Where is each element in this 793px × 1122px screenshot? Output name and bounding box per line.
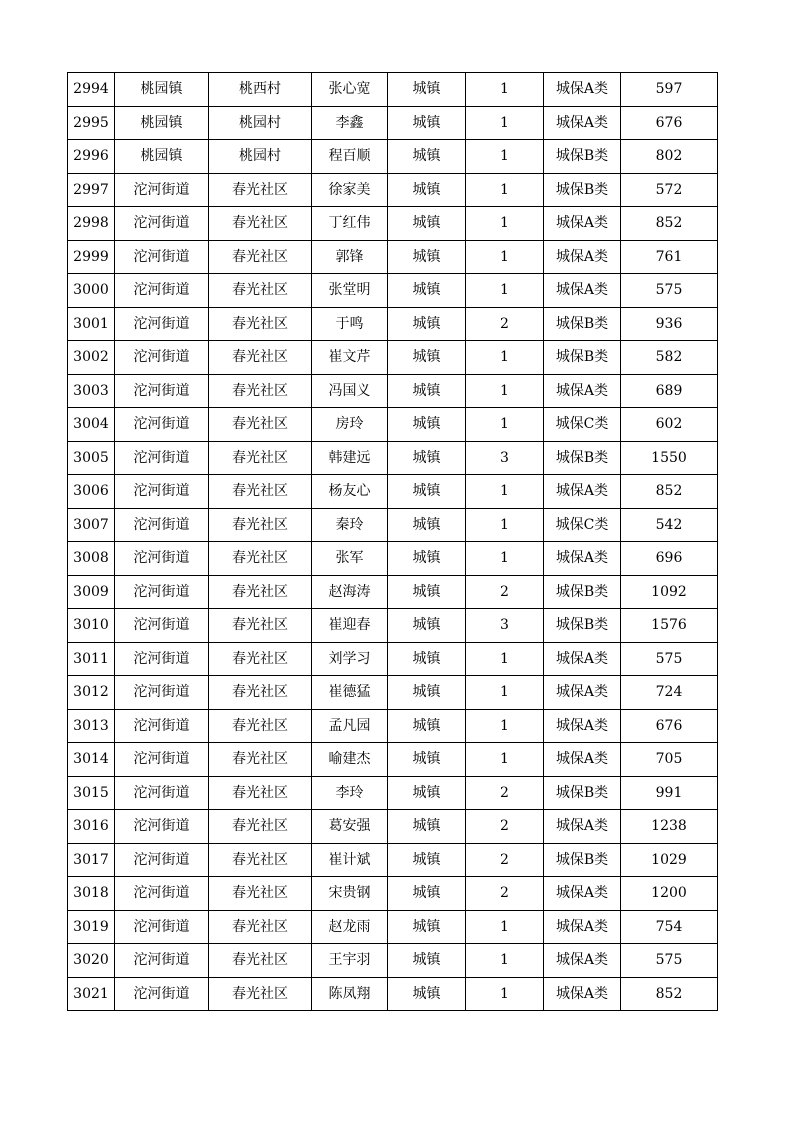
name-cell: 崔计斌 [312, 843, 388, 877]
village-cell: 春光社区 [209, 676, 312, 710]
town-cell: 沱河街道 [115, 341, 209, 375]
category-cell: 城镇 [388, 977, 466, 1011]
village-cell: 春光社区 [209, 274, 312, 308]
insurance-type-cell: 城保A类 [544, 274, 621, 308]
category-cell: 城镇 [388, 944, 466, 978]
household-count-cell: 2 [466, 877, 544, 911]
insurance-type-cell: 城保A类 [544, 542, 621, 576]
town-cell: 沱河街道 [115, 843, 209, 877]
name-cell: 张军 [312, 542, 388, 576]
household-count-cell: 1 [466, 207, 544, 241]
name-cell: 于鸣 [312, 307, 388, 341]
serial-cell: 2997 [68, 173, 115, 207]
serial-cell: 3018 [68, 877, 115, 911]
serial-cell: 3010 [68, 609, 115, 643]
amount-cell: 676 [621, 709, 718, 743]
name-cell: 刘学习 [312, 642, 388, 676]
category-cell: 城镇 [388, 910, 466, 944]
serial-cell: 2995 [68, 106, 115, 140]
insurance-type-cell: 城保B类 [544, 173, 621, 207]
village-cell: 春光社区 [209, 207, 312, 241]
town-cell: 沱河街道 [115, 776, 209, 810]
amount-cell: 852 [621, 977, 718, 1011]
amount-cell: 802 [621, 140, 718, 174]
table-row [68, 73, 718, 107]
insurance-type-cell: 城保B类 [544, 609, 621, 643]
insurance-type-cell: 城保A类 [544, 709, 621, 743]
insurance-type-cell: 城保B类 [544, 307, 621, 341]
amount-cell: 1200 [621, 877, 718, 911]
serial-cell: 2994 [68, 73, 115, 107]
amount-cell: 936 [621, 307, 718, 341]
name-cell: 赵龙雨 [312, 910, 388, 944]
table-row [68, 475, 718, 509]
insurance-type-cell: 城保A类 [544, 642, 621, 676]
amount-cell: 1238 [621, 810, 718, 844]
serial-cell: 3002 [68, 341, 115, 375]
village-cell: 春光社区 [209, 810, 312, 844]
serial-cell: 2996 [68, 140, 115, 174]
village-cell: 春光社区 [209, 642, 312, 676]
insurance-type-cell: 城保A类 [544, 743, 621, 777]
serial-cell: 3021 [68, 977, 115, 1011]
serial-cell: 2999 [68, 240, 115, 274]
category-cell: 城镇 [388, 374, 466, 408]
town-cell: 沱河街道 [115, 877, 209, 911]
amount-cell: 1029 [621, 843, 718, 877]
table-row [68, 575, 718, 609]
household-count-cell: 1 [466, 542, 544, 576]
category-cell: 城镇 [388, 408, 466, 442]
insurance-type-cell: 城保B类 [544, 140, 621, 174]
village-cell: 春光社区 [209, 475, 312, 509]
village-cell: 春光社区 [209, 173, 312, 207]
village-cell: 春光社区 [209, 307, 312, 341]
serial-cell: 3000 [68, 274, 115, 308]
name-cell: 陈凤翔 [312, 977, 388, 1011]
town-cell: 沱河街道 [115, 508, 209, 542]
category-cell: 城镇 [388, 575, 466, 609]
name-cell: 王宇羽 [312, 944, 388, 978]
category-cell: 城镇 [388, 642, 466, 676]
amount-cell: 602 [621, 408, 718, 442]
household-count-cell: 2 [466, 776, 544, 810]
name-cell: 李玲 [312, 776, 388, 810]
household-count-cell: 3 [466, 441, 544, 475]
insurance-type-cell: 城保A类 [544, 374, 621, 408]
amount-cell: 754 [621, 910, 718, 944]
insurance-type-cell: 城保B类 [544, 575, 621, 609]
record-table [67, 72, 718, 1011]
category-cell: 城镇 [388, 207, 466, 241]
household-count-cell: 1 [466, 374, 544, 408]
category-cell: 城镇 [388, 843, 466, 877]
name-cell: 张堂明 [312, 274, 388, 308]
serial-cell: 3005 [68, 441, 115, 475]
amount-cell: 575 [621, 944, 718, 978]
insurance-type-cell: 城保A类 [544, 944, 621, 978]
household-count-cell: 1 [466, 944, 544, 978]
household-count-cell: 1 [466, 408, 544, 442]
amount-cell: 705 [621, 743, 718, 777]
insurance-type-cell: 城保A类 [544, 810, 621, 844]
amount-cell: 1576 [621, 609, 718, 643]
town-cell: 沱河街道 [115, 207, 209, 241]
town-cell: 沱河街道 [115, 240, 209, 274]
category-cell: 城镇 [388, 743, 466, 777]
village-cell: 春光社区 [209, 408, 312, 442]
category-cell: 城镇 [388, 776, 466, 810]
household-count-cell: 2 [466, 307, 544, 341]
amount-cell: 852 [621, 475, 718, 509]
village-cell: 春光社区 [209, 910, 312, 944]
table-row [68, 642, 718, 676]
insurance-type-cell: 城保C类 [544, 408, 621, 442]
village-cell: 春光社区 [209, 977, 312, 1011]
name-cell: 孟凡园 [312, 709, 388, 743]
category-cell: 城镇 [388, 441, 466, 475]
table-row [68, 307, 718, 341]
category-cell: 城镇 [388, 274, 466, 308]
insurance-type-cell: 城保A类 [544, 977, 621, 1011]
category-cell: 城镇 [388, 709, 466, 743]
amount-cell: 1092 [621, 575, 718, 609]
household-count-cell: 1 [466, 73, 544, 107]
name-cell: 宋贵钢 [312, 877, 388, 911]
amount-cell: 761 [621, 240, 718, 274]
town-cell: 沱河街道 [115, 910, 209, 944]
category-cell: 城镇 [388, 542, 466, 576]
town-cell: 沱河街道 [115, 810, 209, 844]
table-row [68, 508, 718, 542]
amount-cell: 676 [621, 106, 718, 140]
insurance-type-cell: 城保B类 [544, 843, 621, 877]
town-cell: 沱河街道 [115, 173, 209, 207]
serial-cell: 3015 [68, 776, 115, 810]
town-cell: 沱河街道 [115, 542, 209, 576]
town-cell: 沱河街道 [115, 944, 209, 978]
village-cell: 春光社区 [209, 609, 312, 643]
table-row [68, 374, 718, 408]
table-row [68, 542, 718, 576]
village-cell: 春光社区 [209, 441, 312, 475]
town-cell: 沱河街道 [115, 307, 209, 341]
amount-cell: 689 [621, 374, 718, 408]
town-cell: 沱河街道 [115, 609, 209, 643]
village-cell: 春光社区 [209, 240, 312, 274]
name-cell: 李鑫 [312, 106, 388, 140]
name-cell: 赵海涛 [312, 575, 388, 609]
village-cell: 春光社区 [209, 341, 312, 375]
amount-cell: 696 [621, 542, 718, 576]
table-row [68, 408, 718, 442]
village-cell: 春光社区 [209, 709, 312, 743]
household-count-cell: 1 [466, 709, 544, 743]
town-cell: 沱河街道 [115, 374, 209, 408]
serial-cell: 3009 [68, 575, 115, 609]
household-count-cell: 1 [466, 508, 544, 542]
name-cell: 徐家美 [312, 173, 388, 207]
table-row [68, 776, 718, 810]
amount-cell: 572 [621, 173, 718, 207]
amount-cell: 1550 [621, 441, 718, 475]
table-row [68, 843, 718, 877]
serial-cell: 3011 [68, 642, 115, 676]
table-row [68, 910, 718, 944]
household-count-cell: 1 [466, 475, 544, 509]
village-cell: 春光社区 [209, 944, 312, 978]
village-cell: 春光社区 [209, 374, 312, 408]
household-count-cell: 2 [466, 810, 544, 844]
name-cell: 程百顺 [312, 140, 388, 174]
village-cell: 春光社区 [209, 776, 312, 810]
category-cell: 城镇 [388, 475, 466, 509]
town-cell: 沱河街道 [115, 441, 209, 475]
insurance-type-cell: 城保A类 [544, 73, 621, 107]
town-cell: 沱河街道 [115, 475, 209, 509]
household-count-cell: 1 [466, 240, 544, 274]
insurance-type-cell: 城保B类 [544, 776, 621, 810]
village-cell: 春光社区 [209, 743, 312, 777]
household-count-cell: 1 [466, 341, 544, 375]
table-row [68, 274, 718, 308]
table-row [68, 341, 718, 375]
town-cell: 沱河街道 [115, 676, 209, 710]
serial-cell: 3016 [68, 810, 115, 844]
category-cell: 城镇 [388, 140, 466, 174]
insurance-type-cell: 城保A类 [544, 207, 621, 241]
village-cell: 桃西村 [209, 73, 312, 107]
category-cell: 城镇 [388, 810, 466, 844]
serial-cell: 3013 [68, 709, 115, 743]
serial-cell: 3014 [68, 743, 115, 777]
serial-cell: 2998 [68, 207, 115, 241]
town-cell: 沱河街道 [115, 709, 209, 743]
amount-cell: 852 [621, 207, 718, 241]
village-cell: 春光社区 [209, 575, 312, 609]
household-count-cell: 1 [466, 977, 544, 1011]
village-cell: 春光社区 [209, 542, 312, 576]
category-cell: 城镇 [388, 307, 466, 341]
category-cell: 城镇 [388, 676, 466, 710]
town-cell: 桃园镇 [115, 73, 209, 107]
town-cell: 桃园镇 [115, 140, 209, 174]
serial-cell: 3004 [68, 408, 115, 442]
name-cell: 张心宽 [312, 73, 388, 107]
village-cell: 春光社区 [209, 508, 312, 542]
insurance-type-cell: 城保B类 [544, 341, 621, 375]
amount-cell: 991 [621, 776, 718, 810]
town-cell: 沱河街道 [115, 743, 209, 777]
household-count-cell: 1 [466, 910, 544, 944]
name-cell: 房玲 [312, 408, 388, 442]
table-row [68, 977, 718, 1011]
table-row [68, 140, 718, 174]
table-row [68, 810, 718, 844]
serial-cell: 3020 [68, 944, 115, 978]
name-cell: 丁红伟 [312, 207, 388, 241]
insurance-type-cell: 城保C类 [544, 508, 621, 542]
name-cell: 崔德猛 [312, 676, 388, 710]
serial-cell: 3006 [68, 475, 115, 509]
village-cell: 桃园村 [209, 106, 312, 140]
name-cell: 杨友心 [312, 475, 388, 509]
town-cell: 桃园镇 [115, 106, 209, 140]
serial-cell: 3003 [68, 374, 115, 408]
village-cell: 桃园村 [209, 140, 312, 174]
table-row [68, 743, 718, 777]
name-cell: 冯国义 [312, 374, 388, 408]
household-count-cell: 2 [466, 843, 544, 877]
serial-cell: 3017 [68, 843, 115, 877]
name-cell: 韩建远 [312, 441, 388, 475]
category-cell: 城镇 [388, 173, 466, 207]
insurance-type-cell: 城保A类 [544, 106, 621, 140]
category-cell: 城镇 [388, 877, 466, 911]
village-cell: 春光社区 [209, 843, 312, 877]
table-row [68, 709, 718, 743]
name-cell: 葛安强 [312, 810, 388, 844]
town-cell: 沱河街道 [115, 575, 209, 609]
village-cell: 春光社区 [209, 877, 312, 911]
town-cell: 沱河街道 [115, 642, 209, 676]
household-count-cell: 1 [466, 642, 544, 676]
town-cell: 沱河街道 [115, 408, 209, 442]
amount-cell: 575 [621, 274, 718, 308]
serial-cell: 3008 [68, 542, 115, 576]
amount-cell: 724 [621, 676, 718, 710]
household-count-cell: 1 [466, 274, 544, 308]
name-cell: 郭锋 [312, 240, 388, 274]
table-row [68, 944, 718, 978]
record-table-body [68, 73, 718, 1011]
serial-cell: 3001 [68, 307, 115, 341]
category-cell: 城镇 [388, 609, 466, 643]
household-count-cell: 2 [466, 575, 544, 609]
table-row [68, 240, 718, 274]
table-row [68, 207, 718, 241]
name-cell: 秦玲 [312, 508, 388, 542]
household-count-cell: 1 [466, 140, 544, 174]
insurance-type-cell: 城保A类 [544, 475, 621, 509]
name-cell: 崔文芹 [312, 341, 388, 375]
table-row [68, 173, 718, 207]
amount-cell: 542 [621, 508, 718, 542]
amount-cell: 575 [621, 642, 718, 676]
insurance-type-cell: 城保A类 [544, 910, 621, 944]
serial-cell: 3012 [68, 676, 115, 710]
category-cell: 城镇 [388, 508, 466, 542]
table-row [68, 441, 718, 475]
serial-cell: 3019 [68, 910, 115, 944]
town-cell: 沱河街道 [115, 977, 209, 1011]
town-cell: 沱河街道 [115, 274, 209, 308]
category-cell: 城镇 [388, 240, 466, 274]
insurance-type-cell: 城保A类 [544, 676, 621, 710]
table-row [68, 609, 718, 643]
household-count-cell: 1 [466, 106, 544, 140]
serial-cell: 3007 [68, 508, 115, 542]
insurance-type-cell: 城保A类 [544, 240, 621, 274]
insurance-type-cell: 城保A类 [544, 877, 621, 911]
category-cell: 城镇 [388, 341, 466, 375]
household-count-cell: 1 [466, 173, 544, 207]
category-cell: 城镇 [388, 73, 466, 107]
insurance-type-cell: 城保B类 [544, 441, 621, 475]
household-count-cell: 1 [466, 676, 544, 710]
name-cell: 崔迎春 [312, 609, 388, 643]
amount-cell: 582 [621, 341, 718, 375]
table-row [68, 877, 718, 911]
category-cell: 城镇 [388, 106, 466, 140]
household-count-cell: 3 [466, 609, 544, 643]
amount-cell: 597 [621, 73, 718, 107]
household-count-cell: 1 [466, 743, 544, 777]
table-row [68, 106, 718, 140]
name-cell: 喻建杰 [312, 743, 388, 777]
table-row [68, 676, 718, 710]
